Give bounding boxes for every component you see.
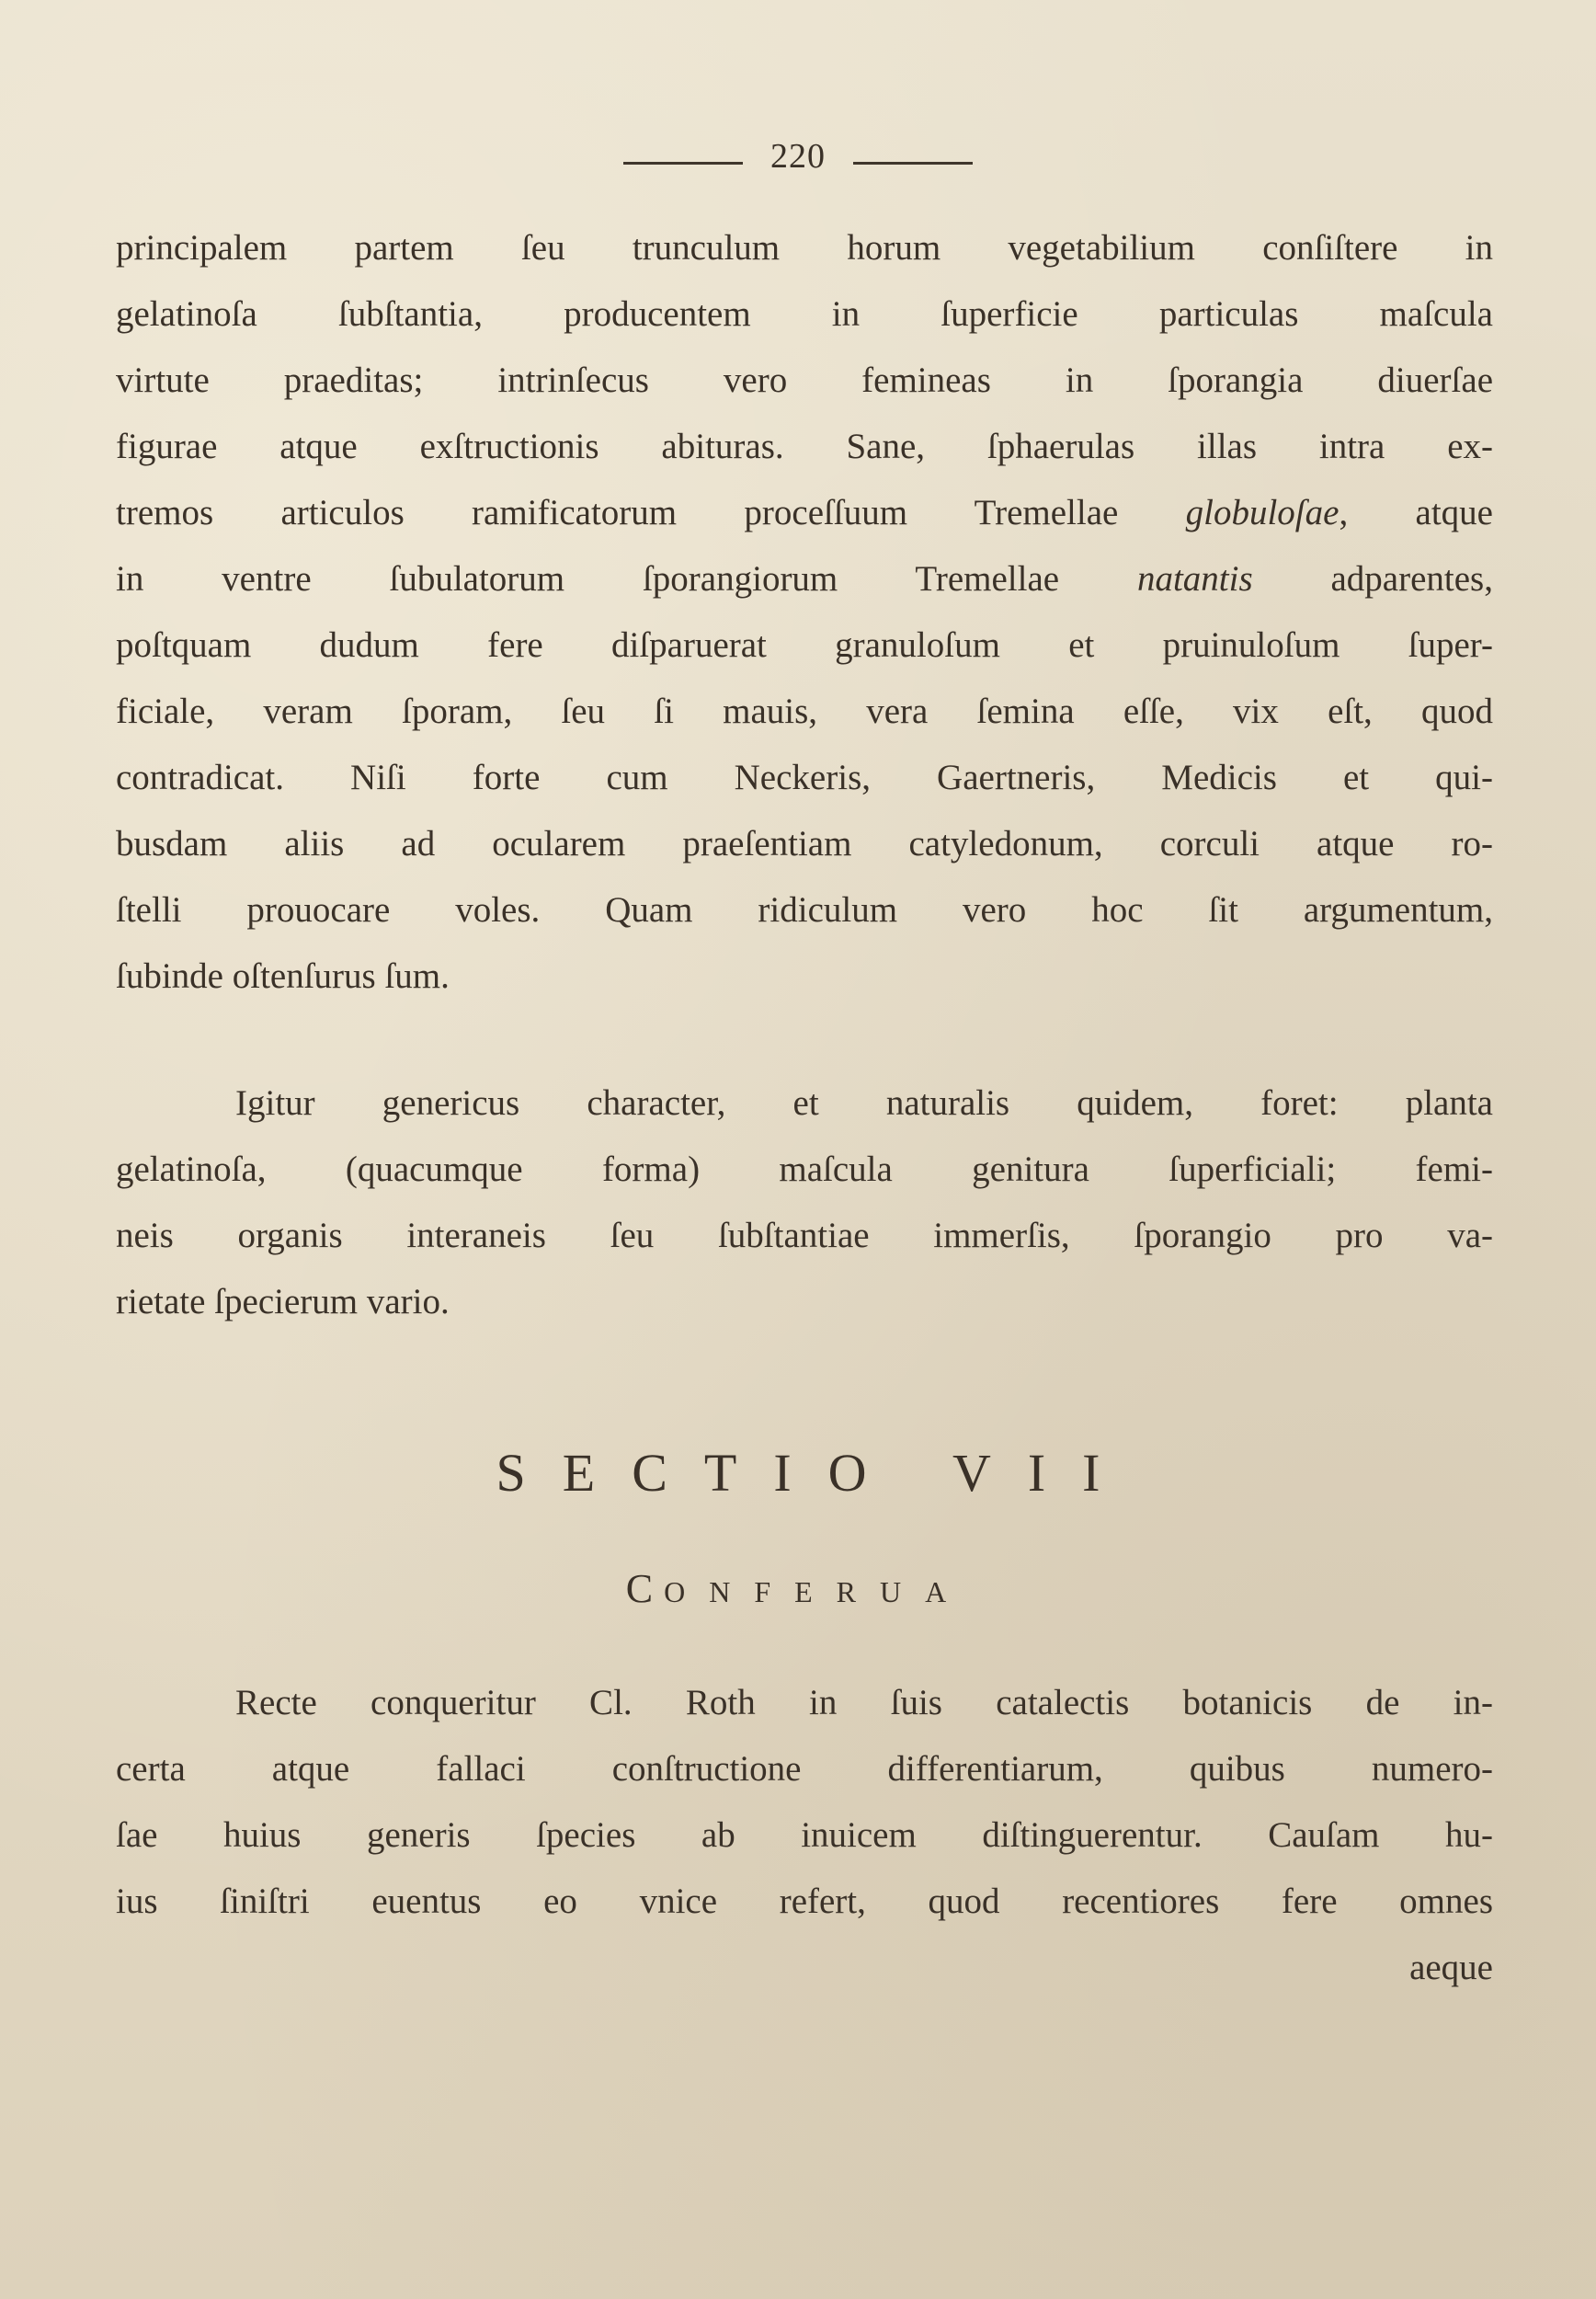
- text-line: [116, 480, 1493, 546]
- text-run: adparentes,: [1252, 559, 1493, 599]
- text-line: Recte conqueritur Cl. Roth in ſuis catalectis botanicis de in-: [235, 1683, 1493, 1722]
- text-line: busdam aliis ad ocularem praeſentiam catyledonum, corculi atque ro-: [116, 824, 1493, 864]
- text-line: ficiale, veram ſporam, ſeu ſi mauis, vera ſemina eſſe, vix eſt, quod: [116, 692, 1493, 731]
- paragraph-2: [116, 1070, 1493, 1335]
- page-header: [0, 129, 1596, 184]
- text-line: virtute praeditas; intrinſecus vero femineas in ſporangia diuerſae: [116, 360, 1493, 400]
- text-line: rietate ſpecierum vario.: [116, 1282, 450, 1321]
- text-line: figurae atque exſtructionis abituras. Sane, ſphaerulas illas intra ex-: [116, 427, 1493, 466]
- text-line: poſtquam dudum fere diſparuerat granuloſum et pruinuloſum ſuper-: [116, 625, 1493, 665]
- subtitle-small-caps: ONFERUA: [664, 1575, 971, 1608]
- text-line: contradicat. Niſi forte cum Neckeris, Gaertneris, Medicis et qui-: [116, 758, 1493, 797]
- species-name-italic: natantis: [1136, 559, 1253, 599]
- text-line: certa atque fallaci conſtructione differentiarum, quibus numero-: [116, 1749, 1493, 1789]
- text-line: ius ſiniſtri euentus eo vnice refert, quod recentiores fere omnes: [116, 1882, 1493, 1921]
- section-title: SECTIO VII: [496, 1443, 1137, 1503]
- species-name-italic: globuloſae: [1185, 493, 1340, 532]
- text-run: in ventre ſubulatorum ſporangiorum Tremellae: [116, 559, 1137, 599]
- paragraph-1: [116, 215, 1493, 1010]
- page-number: 220: [770, 137, 826, 176]
- header-rule-left: [623, 162, 743, 165]
- catchword: aeque: [1409, 1948, 1493, 1987]
- text-line: gelatinoſa ſubſtantia, producentem in ſuperficie particulas maſcula: [116, 294, 1493, 334]
- header-rule-right: [853, 162, 973, 165]
- subtitle-initial: C: [625, 1566, 665, 1611]
- text-line: gelatinoſa, (quacumque forma) maſcula genitura ſuperficiali; femi-: [116, 1150, 1493, 1189]
- text-run: tremos articulos ramificatorum proceſſuum Tremellae: [116, 493, 1186, 532]
- text-line: Igitur genericus character, et naturalis quidem, foret: planta: [235, 1083, 1493, 1123]
- text-line: neis organis interaneis ſeu ſubſtantiae immerſis, ſporangio pro va-: [116, 1216, 1493, 1255]
- text-line: ſtelli prouocare voles. Quam ridiculum vero hoc ſit argumentum,: [116, 890, 1493, 930]
- section-subtitle: [0, 1565, 1596, 1612]
- text-line: ſae huius generis ſpecies ab inuicem diſtinguerentur. Cauſam hu-: [116, 1815, 1493, 1855]
- text-line: ſubinde oſtenſurus ſum.: [116, 956, 450, 996]
- text-line: [116, 546, 1493, 612]
- text-run: , atque: [1339, 493, 1493, 532]
- paragraph-3: [116, 1670, 1493, 2001]
- text-line: principalem partem ſeu trunculum horum vegetabilium conſiſtere in: [116, 228, 1493, 268]
